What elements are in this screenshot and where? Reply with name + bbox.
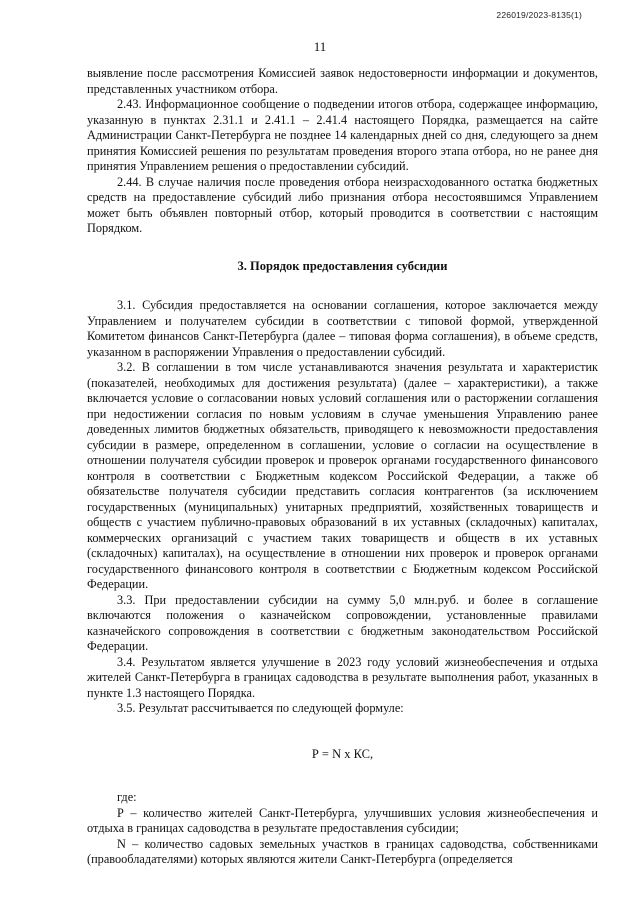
page-number: 11 <box>313 39 327 54</box>
document-body <box>87 66 598 868</box>
definition-n: N – количество садовых земельных участков в границах садоводства, собственниками (правообладателями) которых являются жители Санкт-Петербурга (определяется <box>87 836 598 866</box>
section-3-title: 3. Порядок предоставления субсидии <box>237 258 448 273</box>
paragraph-2-44: 2.44. В случае наличия после проведения отбора неизрасходованного остатка бюджетных средств на предоставление субсидий либо признания отбора несостоявшимся Управлением может быть объявлен повторный отбор, который проводится в соответствии с настоящим Порядком. <box>87 174 598 235</box>
paragraph-2-43: 2.43. Информационное сообщение о подведении итогов отбора, содержащее информацию, указанную в пунктах 2.31.1 и 2.41.1 – 2.41.4 настоящего Порядка, размещается на сайте Администрации Санкт-Петербурга не позднее 14 календарных дней со дня, следующего за днем принятия Комиссией решения по результатам проведения второго этапа отбора, но не ранее дня принятия Управлением решения о предоставлении субсидий. <box>87 97 598 173</box>
paragraph-3-1: 3.1. Субсидия предоставляется на основании соглашения, которое заключается между Управлением и получателем субсидии в соответствии с типовой формой, утвержденной Комитетом финансов Санкт-Петербурга (далее – типовая форма соглашения), в объеме средств, указанном в распоряжении Управления о предоставлении субсидий. <box>87 298 598 359</box>
document-number: 226019/2023-8135(1) <box>496 10 582 20</box>
formula: Р = N x КС, <box>311 746 374 761</box>
paragraph-3-3: 3.3. При предоставлении субсидии на сумму 5,0 млн.руб. и более в соглашение включаются положения о казначейском сопровождении, установленные правилами казначейского сопровождения в соответствии с бюджетным законодательством Российской Федерации. <box>87 592 598 653</box>
paragraph-3-4: 3.4. Результатом является улучшение в 2023 году условий жизнеобеспечения и отдыха жителей Санкт-Петербурга в границах садоводства в результате выполнения работ, указанных в пункте 1.3 настоящего Порядка. <box>87 654 598 700</box>
paragraph-3-5: 3.5. Результат рассчитывается по следующей формуле: <box>117 701 404 715</box>
where-label: где: <box>117 790 137 804</box>
definition-p: Р – количество жителей Санкт-Петербурга, улучшивших условия жизнеобеспечения и отдыха в границах садоводства в результате предоставления субсидии; <box>87 805 598 835</box>
paragraph-3-2: 3.2. В соглашении в том числе устанавливаются значения результата и характеристик (показателей, необходимых для достижения результата) (далее – характеристики), а также включается условие о согласовании новых условий соглашения или о расторжении соглашения при недостижении согласия по новым условиям в случае уменьшения Управлению ранее доведенных лимитов бюджетных обязательств, приводящего к невозможности предоставления субсидии в размере, определенном в соглашении, условие о согласии на осуществление в отношении получателя субсидии проверок и проверок органами государственного финансового контроля в соответствии с Бюджетным кодексом Российской Федерации, а также об обязательстве получателя субсидии представить согласия контрагентов (за исключением государственных (муниципальных) унитарных предприятий, хозяйственных товариществ и обществ с участием публично-правовых образований в их уставных (складочных) капиталах, коммерческих организаций с участием таких товариществ и обществ в их уставных (складочных) капиталах), на осуществление в отношении них проверок и проверок органами государственного финансового контроля в соответствии с Бюджетным кодексом Российской Федерации. <box>87 360 598 591</box>
paragraph-continuation: выявление после рассмотрения Комиссией заявок недостоверности информации и документов, представленных участником отбора. <box>87 66 598 96</box>
